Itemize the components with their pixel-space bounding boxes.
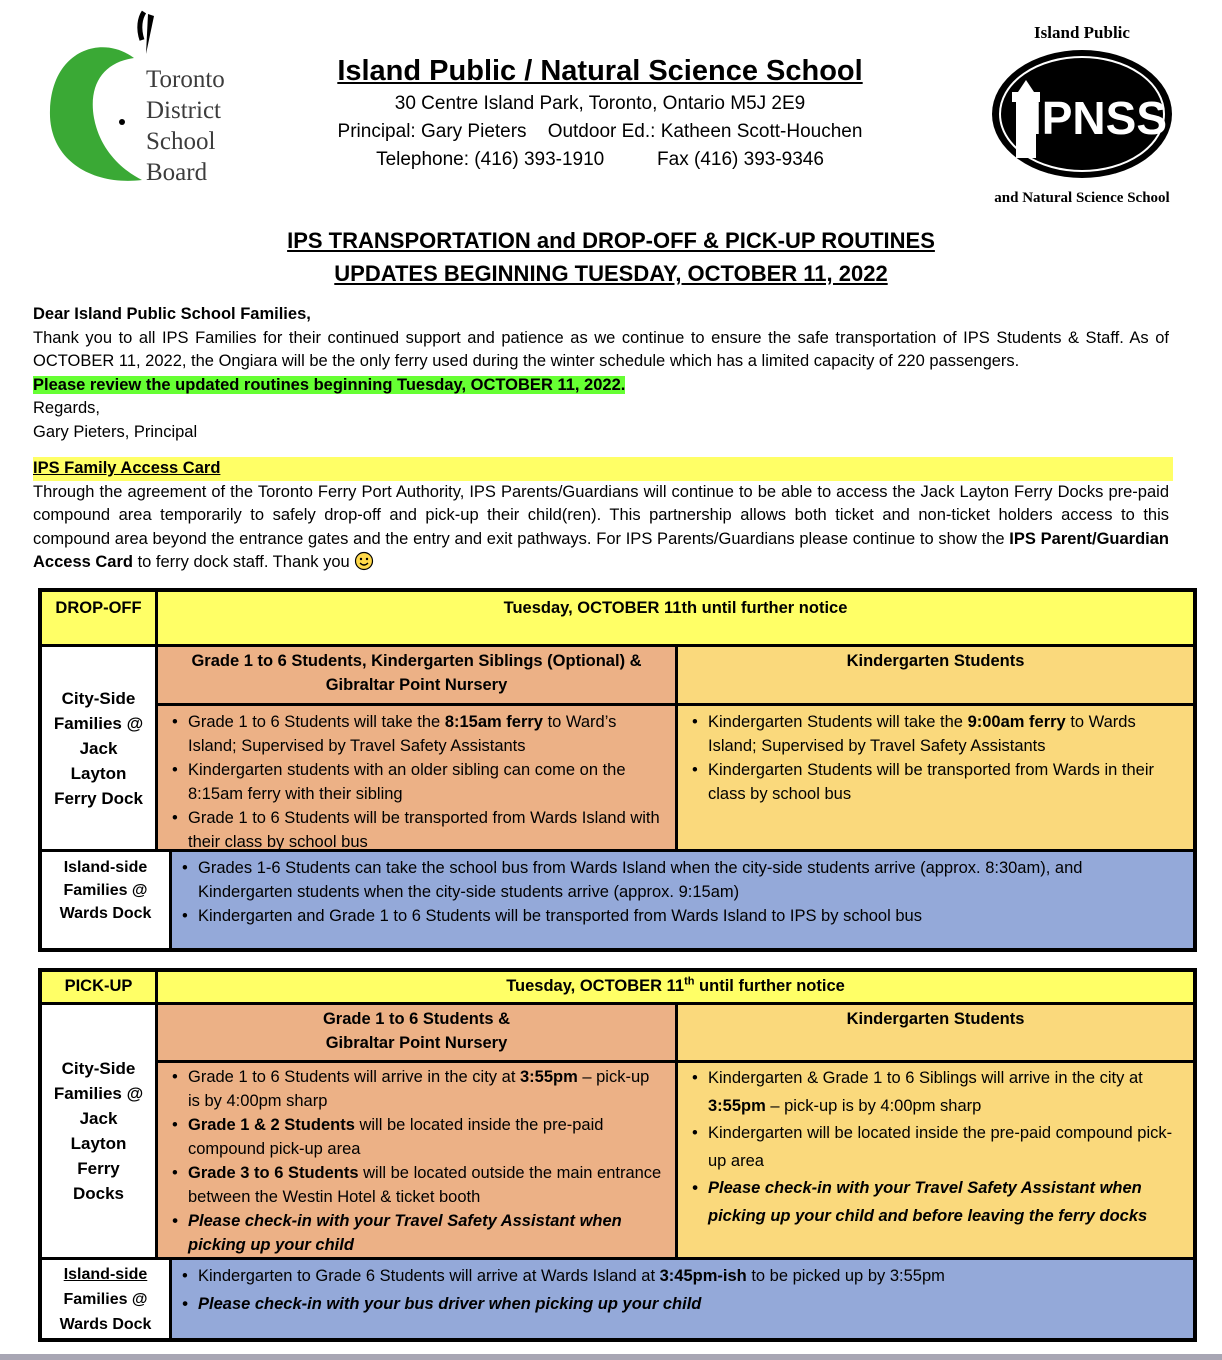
dropoff-heading: Tuesday, OCTOBER 11th until further notice xyxy=(158,592,1193,644)
pickup-table xyxy=(38,968,1197,1342)
svg-text:IPNSS: IPNSS xyxy=(1028,92,1168,144)
signature: Gary Pieters, Principal xyxy=(33,422,198,441)
list-item: • Please check-in with your bus driver when picking up your child xyxy=(180,1290,1181,1318)
list-item: • Grade 1 to 6 Students will be transported from Wards Island with their class by school bus xyxy=(170,806,663,854)
dropoff-col1-body xyxy=(158,706,675,849)
list-item: • Grades 1-6 Students can take the school bus from Wards Island when the city-side students arrive (approx. 8:30am), and Kindergarten students when the city-side students arrive (approx. 9:15am) xyxy=(180,856,1181,904)
pickup-col2-body xyxy=(678,1063,1193,1257)
highlight-notice: Please review the updated routines beginning Tuesday, OCTOBER 11, 2022. xyxy=(33,375,626,394)
tdsb-logo-text: Toronto District School Board xyxy=(146,66,225,186)
window-bottom-edge xyxy=(0,1354,1222,1360)
page-subtitle: UPDATES BEGINNING TUESDAY, OCTOBER 11, 2022 xyxy=(334,261,888,286)
lighthouse-logo-icon xyxy=(968,16,1196,210)
access-card-section xyxy=(33,457,1169,575)
dropoff-city-label: City-Side Families @ Jack Layton Ferry Dock xyxy=(42,647,155,849)
regards: Regards, xyxy=(33,399,100,417)
tdsb-logo xyxy=(42,10,252,190)
page-title: IPS TRANSPORTATION and DROP-OFF & PICK-UP ROUTINES xyxy=(287,228,935,253)
greeting: Dear Island Public School Families, xyxy=(33,305,311,323)
dropoff-label: DROP-OFF xyxy=(42,592,155,644)
list-item: • Kindergarten and Grade 1 to 6 Students will be transported from Wards Island to IPS by school bus xyxy=(180,904,1181,928)
pickup-island-body xyxy=(172,1260,1193,1338)
list-item: • Kindergarten & Grade 1 to 6 Siblings will arrive in the city at 3:55pm – pick-up is by 4:00pm sharp xyxy=(690,1065,1181,1120)
list-item: • Please check-in with your Travel Safety Assistant when picking up your child and before leaving the ferry docks xyxy=(690,1175,1181,1230)
pickup-island-label: Island-side Families @ Wards Dock xyxy=(42,1260,169,1338)
svg-text:and Natural Science School: and Natural Science School xyxy=(994,190,1170,206)
dropoff-col2-head: Kindergarten Students xyxy=(678,647,1193,703)
letter-paragraph: Thank you to all IPS Families for their continued support and patience as we continue to ensure the safe transportation of IPS Students & Staff. As of OCTOBER 11, 2022, the Ongiara will be the only ferry used during the winter schedule which has a limited capacity of 220 passengers. xyxy=(33,328,1169,370)
letter xyxy=(33,303,1169,444)
list-item: • Kindergarten Students will be transported from Wards in their class by school bus xyxy=(690,758,1181,806)
list-item: • Please check-in with your Travel Safety Assistant when picking up your child xyxy=(170,1209,663,1257)
list-item: • Kindergarten will be located inside the pre-paid compound pick-up area xyxy=(690,1120,1181,1175)
list-item: • Kindergarten to Grade 6 Students will arrive at Wards Island at 3:45pm-ish to be picked up by 3:55pm xyxy=(180,1262,1181,1290)
list-item: • Grade 1 & 2 Students will be located inside the pre-paid compound pick-up area xyxy=(170,1113,663,1161)
list-item: • Grade 1 to 6 Students will arrive in the city at 3:55pm – pick-up is by 4:00pm sharp xyxy=(170,1065,663,1113)
access-card-body: Through the agreement of the Toronto Ferry Port Authority, IPS Parents/Guardians will continue to be able to access the Jack Layton Ferry Docks pre-paid compound area temporarily to safely drop-off and pick-up their child(ren). This partnership allows both ticket and non-ticket holders access to this compound area beyond the entrance gates and the entry and exit pathways. For IPS Parents/Guardians please continue to show the IPS Parent/Guardian Access Card to ferry dock staff. Thank you xyxy=(33,482,1169,571)
school-address: 30 Centre Island Park, Toronto, Ontario M5J 2E9 xyxy=(394,93,806,114)
pickup-col1-body xyxy=(158,1063,675,1257)
dropoff-col2-body xyxy=(678,706,1193,849)
list-item: • Grade 1 to 6 Students will take the 8:15am ferry to Ward’s Island; Supervised by Travel Safety Assistants xyxy=(170,710,663,758)
svg-text:Island Public: Island Public xyxy=(1034,23,1130,42)
dropoff-island-label: Island-side Families @ Wards Dock xyxy=(42,852,169,948)
school-phone: Telephone: (416) 393-1910 Fax (416) 393-9346 xyxy=(376,149,824,170)
school-name: Island Public / Natural Science School xyxy=(337,55,863,87)
list-item: • Kindergarten students with an older sibling can come on the 8:15am ferry with their sibling xyxy=(170,758,663,806)
school-staff: Principal: Gary Pieters Outdoor Ed.: Katheen Scott-Houchen xyxy=(337,121,863,142)
list-item: • Kindergarten Students will take the 9:00am ferry to Wards Island; Supervised by Travel Safety Assistants xyxy=(690,710,1181,758)
access-card-heading: IPS Family Access Card xyxy=(33,457,1173,481)
ipnss-logo xyxy=(968,16,1196,210)
pickup-col1-head: Grade 1 to 6 Students & Gibraltar Point Nursery xyxy=(158,1005,675,1060)
pickup-city-label: City-Side Families @ Jack Layton Ferry Docks xyxy=(42,1005,155,1257)
smiley-icon xyxy=(354,551,374,571)
list-item: • Grade 3 to 6 Students will be located outside the main entrance between the Westin Hotel & ticket booth xyxy=(170,1161,663,1209)
dropoff-island-body xyxy=(172,852,1193,948)
pickup-label: PICK-UP xyxy=(42,972,155,1002)
pickup-col2-head: Kindergarten Students xyxy=(678,1005,1193,1060)
school-info xyxy=(290,52,910,174)
dropoff-table xyxy=(38,588,1197,952)
pickup-heading: Tuesday, OCTOBER 11th until further notice xyxy=(158,972,1193,1002)
dropoff-col1-head: Grade 1 to 6 Students, Kindergarten Siblings (Optional) & Gibraltar Point Nursery xyxy=(158,647,675,703)
